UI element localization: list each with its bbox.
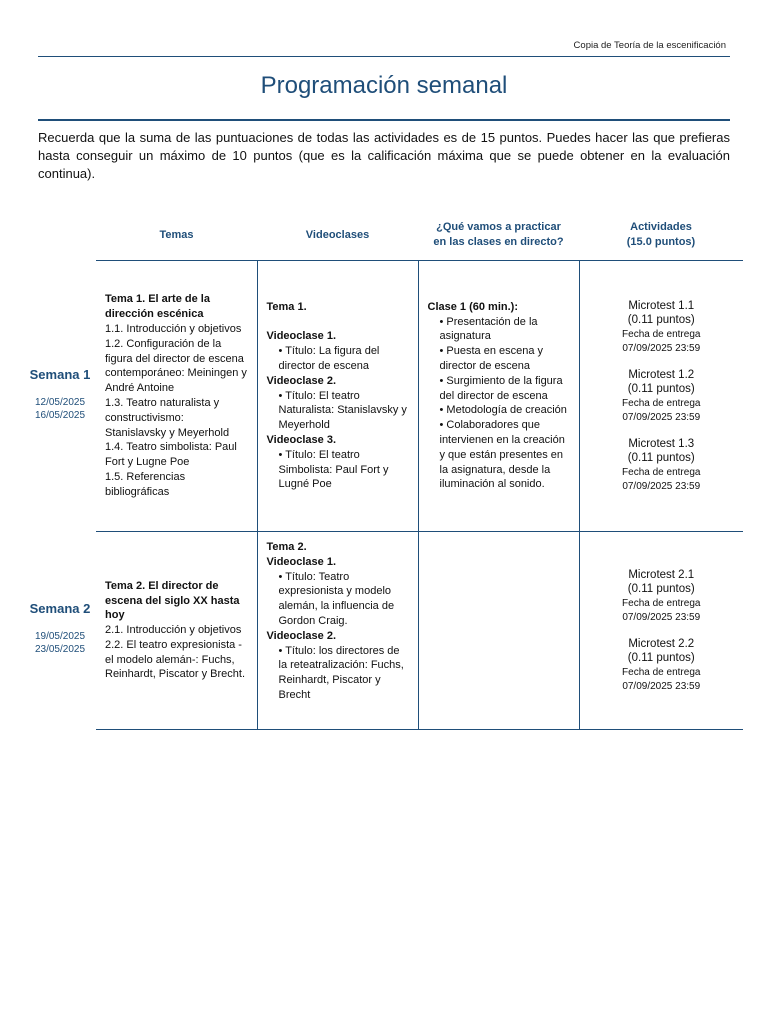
videoclass-item: • Título: Teatro expresionista y modelo alemán, la influencia de Gordon Craig. [278, 570, 395, 627]
activity-points: (0.11 puntos) [627, 652, 695, 664]
header-rule [38, 56, 730, 57]
videoclass-item: • Título: La figura del director de escena [278, 345, 380, 372]
column-header-actividades-line1: Actividades [630, 221, 692, 233]
videoclass-item: • Título: El teatro Naturalista: Stanislavsky y Meyerhold [278, 389, 407, 432]
week-1-label [20, 367, 100, 422]
activity-points: (0.11 puntos) [627, 583, 695, 595]
topic-item: 1.4. Teatro simbolista: Paul Fort y Lugne Poe [105, 441, 237, 469]
column-header-practicar [418, 210, 579, 261]
topic-title: Tema 2. El director de escena del siglo XX hasta hoy [105, 579, 240, 622]
activity-item[interactable] [589, 637, 735, 694]
activity-due-label: Fecha de entrega [622, 597, 701, 609]
week-2-label [20, 601, 100, 656]
live-class-item: • Presentación de la asignatura [439, 315, 538, 343]
activity-name[interactable]: Microtest 1.1 [628, 299, 695, 312]
activity-item[interactable] [589, 437, 735, 494]
activity-points: (0.11 puntos) [627, 314, 695, 326]
topic-item: 2.1. Introducción y objetivos [105, 624, 242, 637]
column-header-actividades-line2: (15.0 puntos) [626, 236, 696, 248]
column-header-videoclases: Videoclases [257, 210, 418, 261]
activity-due-date: 07/09/2025 23:59 [622, 411, 701, 423]
activity-due-date: 07/09/2025 23:59 [622, 680, 701, 692]
activity-name[interactable]: Microtest 2.1 [628, 568, 695, 581]
videoclass-item: • Título: El teatro Simbolista: Paul Fort y Lugné Poe [278, 448, 389, 491]
week-1-date-end: 16/05/2025 [34, 410, 86, 421]
week-2-name: Semana 2 [29, 601, 91, 616]
week-2-activities-cell [579, 532, 743, 730]
week-2-live-cell [418, 532, 579, 730]
videoclass-title: Videoclase 1. [266, 555, 337, 568]
activity-due-label: Fecha de entrega [622, 397, 701, 409]
page-title: Programación semanal [260, 72, 508, 99]
activity-due-label: Fecha de entrega [622, 466, 701, 478]
table-row [96, 261, 743, 532]
videoclass-item: • Título: los directores de la reteatralización: Fuchs, Reinhardt, Piscator y Brecht [278, 644, 404, 701]
week-2-date-end: 23/05/2025 [34, 644, 86, 655]
live-class-item: • Surgimiento de la figura del director de escena [439, 374, 563, 402]
activity-name[interactable]: Microtest 1.2 [628, 368, 695, 381]
topic-item: 1.3. Teatro naturalista y constructivismo: Stanislavsky y Meyerhold [105, 397, 230, 439]
topic-item: 1.2. Configuración de la figura del director de escena contemporáneo: Meiningen y André Antoine [105, 337, 247, 395]
activity-name[interactable]: Microtest 2.2 [628, 637, 695, 650]
activity-item[interactable] [589, 568, 735, 625]
videoclass-title: Videoclase 2. [266, 629, 337, 642]
week-1-activities-cell [579, 261, 743, 532]
video-tema-label: Tema 2. [266, 541, 307, 553]
activity-item[interactable] [589, 299, 735, 356]
live-class-item: • Puesta en escena y director de escena [439, 345, 544, 372]
activity-points: (0.11 puntos) [627, 452, 695, 464]
activity-name[interactable]: Microtest 1.3 [628, 437, 695, 450]
week-2-date-start: 19/05/2025 [34, 631, 86, 642]
videoclass-title: Videoclase 1. [266, 330, 337, 343]
activity-due-date: 07/09/2025 23:59 [622, 480, 701, 492]
title-rule [38, 119, 730, 121]
activity-due-label: Fecha de entrega [622, 666, 701, 678]
schedule-table [96, 210, 743, 730]
live-class-item: • Colaboradores que intervienen en la creación y que están presentes en la asignatura, desde la iluminación al sonido. [439, 419, 565, 491]
week-2-dates [20, 630, 100, 656]
topic-title: Tema 1. El arte de la dirección escénica [105, 293, 210, 321]
intro-paragraph: Recuerda que la suma de las puntuaciones de todas las actividades es de 15 puntos. Puedes hacer las que prefieras hasta conseguir un máximo de 10 puntos (que es la calificación máxima que se puede obtener en la evaluación continua). [38, 130, 730, 181]
activity-item[interactable] [589, 368, 735, 425]
activity-due-label: Fecha de entrega [622, 328, 701, 340]
week-1-name: Semana 1 [29, 367, 91, 382]
topic-item: 1.5. Referencias bibliográficas [105, 470, 186, 498]
header-label: Copia de Teoría de la escenificación [573, 40, 726, 51]
activity-due-date: 07/09/2025 23:59 [622, 611, 701, 623]
week-1-live-cell [418, 261, 579, 532]
week-1-date-start: 12/05/2025 [34, 397, 86, 408]
week-1-videos-cell [257, 261, 418, 532]
live-class-title: Clase 1 (60 min.): [427, 300, 518, 313]
activity-due-date: 07/09/2025 23:59 [622, 342, 701, 354]
week-2-topics-cell [96, 532, 257, 730]
column-header-actividades [579, 210, 743, 261]
videoclass-title: Videoclase 2. [266, 374, 337, 387]
table-row [96, 532, 743, 730]
week-1-topics-cell [96, 261, 257, 532]
table-header-row [96, 210, 743, 261]
videoclass-title: Videoclase 3. [266, 433, 337, 446]
activity-points: (0.11 puntos) [627, 383, 695, 395]
week-2-videos-cell [257, 532, 418, 730]
week-1-dates [20, 396, 100, 422]
live-class-item: • Metodología de creación [439, 404, 567, 417]
topic-item: 2.2. El teatro expresionista -el modelo alemán-: Fuchs, Reinhardt, Piscator y Brecht. [105, 638, 246, 681]
column-header-temas: Temas [96, 210, 257, 261]
video-tema-label: Tema 1. [266, 300, 307, 313]
column-header-practicar-line2: en las clases en directo? [433, 236, 564, 248]
topic-item: 1.1. Introducción y objetivos [105, 323, 242, 336]
column-header-practicar-line1: ¿Qué vamos a practicar [436, 221, 561, 233]
